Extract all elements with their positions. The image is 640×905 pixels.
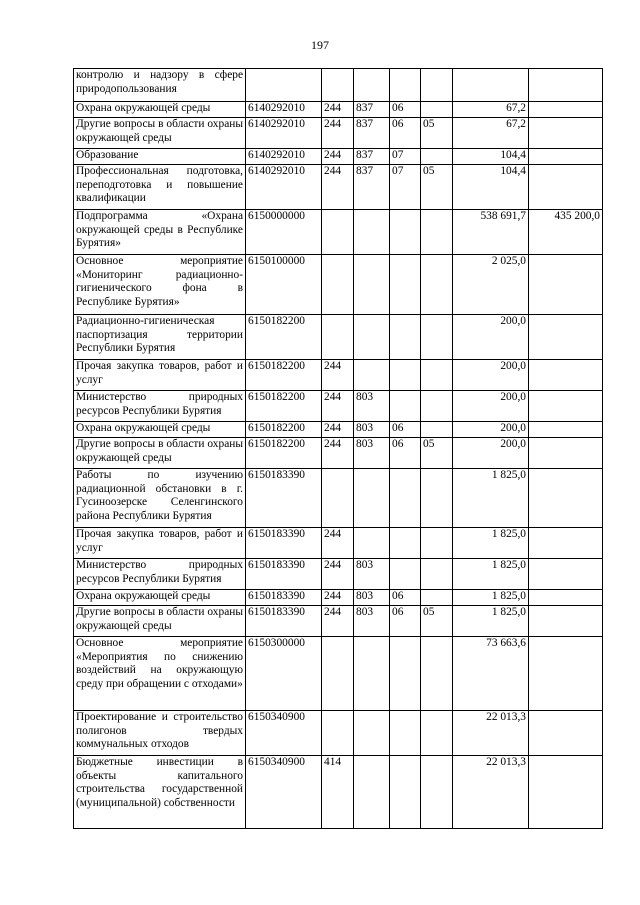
subsection-cell bbox=[421, 102, 453, 118]
expense-type-cell: 244 bbox=[322, 422, 354, 438]
page-number: 197 bbox=[311, 38, 329, 52]
expense-type-cell: 244 bbox=[322, 165, 354, 210]
amount-second-cell bbox=[529, 559, 603, 590]
subsection-cell bbox=[421, 210, 453, 255]
amount-second-cell bbox=[529, 422, 603, 438]
item-name-cell: Основное мероприятие «Мониторинг радиационно-гигиенического фона в Республике Бурятия» bbox=[74, 255, 246, 315]
amount-second-cell bbox=[529, 255, 603, 315]
administrator-code-cell bbox=[354, 360, 390, 391]
subsection-cell bbox=[421, 149, 453, 165]
expense-type-cell: 244 bbox=[322, 118, 354, 149]
section-cell bbox=[390, 711, 421, 756]
target-article-cell: 6150183390 bbox=[246, 469, 322, 528]
amount-second-cell: 435 200,0 bbox=[529, 210, 603, 255]
target-article-cell: 6150183390 bbox=[246, 528, 322, 559]
section-cell bbox=[390, 69, 421, 102]
table-row bbox=[74, 315, 603, 360]
table-row bbox=[74, 637, 603, 711]
amount-second-cell bbox=[529, 69, 603, 102]
administrator-code-cell bbox=[354, 637, 390, 711]
expense-type-cell: 244 bbox=[322, 528, 354, 559]
administrator-code-cell bbox=[354, 528, 390, 559]
amount-cell: 538 691,7 bbox=[453, 210, 529, 255]
administrator-code-cell: 803 bbox=[354, 606, 390, 637]
subsection-cell bbox=[421, 315, 453, 360]
table-row bbox=[74, 102, 603, 118]
target-article-cell: 6150300000 bbox=[246, 637, 322, 711]
expense-type-cell bbox=[322, 255, 354, 315]
table-row bbox=[74, 528, 603, 559]
expense-type-cell bbox=[322, 637, 354, 711]
target-article-cell: 6140292010 bbox=[246, 165, 322, 210]
target-article-cell: 6150000000 bbox=[246, 210, 322, 255]
amount-second-cell bbox=[529, 102, 603, 118]
expense-type-cell: 244 bbox=[322, 102, 354, 118]
section-cell: 06 bbox=[390, 590, 421, 606]
administrator-code-cell: 803 bbox=[354, 559, 390, 590]
amount-second-cell bbox=[529, 149, 603, 165]
administrator-code-cell bbox=[354, 69, 390, 102]
target-article-cell: 6150182200 bbox=[246, 438, 322, 469]
administrator-code-cell: 837 bbox=[354, 118, 390, 149]
target-article-cell: 6150182200 bbox=[246, 422, 322, 438]
table-row bbox=[74, 422, 603, 438]
amount-cell: 2 025,0 bbox=[453, 255, 529, 315]
section-cell: 06 bbox=[390, 606, 421, 637]
subsection-cell bbox=[421, 559, 453, 590]
subsection-cell bbox=[421, 391, 453, 422]
administrator-code-cell: 803 bbox=[354, 590, 390, 606]
table-row bbox=[74, 118, 603, 149]
section-cell bbox=[390, 637, 421, 711]
table-row bbox=[74, 149, 603, 165]
expense-type-cell: 244 bbox=[322, 391, 354, 422]
expense-type-cell bbox=[322, 711, 354, 756]
section-cell bbox=[390, 756, 421, 829]
target-article-cell bbox=[246, 69, 322, 102]
expense-type-cell: 244 bbox=[322, 606, 354, 637]
table-row bbox=[74, 391, 603, 422]
amount-cell: 1 825,0 bbox=[453, 606, 529, 637]
amount-cell: 73 663,6 bbox=[453, 637, 529, 711]
amount-cell bbox=[453, 69, 529, 102]
item-name-cell: Другие вопросы в области охраны окружающей среды bbox=[74, 118, 246, 149]
amount-cell: 200,0 bbox=[453, 315, 529, 360]
amount-cell: 200,0 bbox=[453, 360, 529, 391]
item-name-cell: Министерство природных ресурсов Республики Бурятия bbox=[74, 391, 246, 422]
amount-cell: 22 013,3 bbox=[453, 711, 529, 756]
item-name-cell: Другие вопросы в области охраны окружающей среды bbox=[74, 438, 246, 469]
amount-second-cell bbox=[529, 528, 603, 559]
amount-cell: 67,2 bbox=[453, 118, 529, 149]
table-row bbox=[74, 756, 603, 829]
amount-second-cell bbox=[529, 391, 603, 422]
section-cell bbox=[390, 315, 421, 360]
expense-type-cell: 244 bbox=[322, 360, 354, 391]
subsection-cell bbox=[421, 590, 453, 606]
administrator-code-cell bbox=[354, 210, 390, 255]
section-cell: 06 bbox=[390, 438, 421, 469]
expense-type-cell: 244 bbox=[322, 149, 354, 165]
amount-second-cell bbox=[529, 438, 603, 469]
amount-second-cell bbox=[529, 606, 603, 637]
item-name-cell: Работы по изучению радиационной обстановки в г. Гусиноозерске Селенгинского района Республики Бурятия bbox=[74, 469, 246, 528]
target-article-cell: 6150183390 bbox=[246, 590, 322, 606]
amount-second-cell bbox=[529, 711, 603, 756]
administrator-code-cell: 837 bbox=[354, 165, 390, 210]
amount-second-cell bbox=[529, 165, 603, 210]
section-cell bbox=[390, 360, 421, 391]
target-article-cell: 6140292010 bbox=[246, 149, 322, 165]
section-cell bbox=[390, 559, 421, 590]
expense-type-cell bbox=[322, 315, 354, 360]
section-cell: 06 bbox=[390, 102, 421, 118]
amount-cell: 22 013,3 bbox=[453, 756, 529, 829]
amount-cell: 1 825,0 bbox=[453, 469, 529, 528]
subsection-cell bbox=[421, 69, 453, 102]
target-article-cell: 6150182200 bbox=[246, 315, 322, 360]
table-row bbox=[74, 590, 603, 606]
table-row bbox=[74, 255, 603, 315]
target-article-cell: 6150182200 bbox=[246, 391, 322, 422]
amount-cell: 67,2 bbox=[453, 102, 529, 118]
item-name-cell: Прочая закупка товаров, работ и услуг bbox=[74, 528, 246, 559]
administrator-code-cell: 803 bbox=[354, 391, 390, 422]
table-row bbox=[74, 165, 603, 210]
amount-second-cell bbox=[529, 315, 603, 360]
amount-second-cell bbox=[529, 756, 603, 829]
section-cell: 07 bbox=[390, 165, 421, 210]
expense-type-cell bbox=[322, 69, 354, 102]
target-article-cell: 6150100000 bbox=[246, 255, 322, 315]
section-cell bbox=[390, 469, 421, 528]
expense-type-cell: 244 bbox=[322, 590, 354, 606]
section-cell: 06 bbox=[390, 422, 421, 438]
administrator-code-cell bbox=[354, 469, 390, 528]
amount-cell: 200,0 bbox=[453, 391, 529, 422]
amount-cell: 1 825,0 bbox=[453, 559, 529, 590]
administrator-code-cell bbox=[354, 315, 390, 360]
item-name-cell: Другие вопросы в области охраны окружающей среды bbox=[74, 606, 246, 637]
amount-second-cell bbox=[529, 590, 603, 606]
section-cell bbox=[390, 528, 421, 559]
target-article-cell: 6140292010 bbox=[246, 102, 322, 118]
amount-cell: 200,0 bbox=[453, 438, 529, 469]
table-row bbox=[74, 559, 603, 590]
section-cell bbox=[390, 210, 421, 255]
amount-second-cell bbox=[529, 360, 603, 391]
item-name-cell: Подпрограмма «Охрана окружающей среды в Республике Бурятия» bbox=[74, 210, 246, 255]
subsection-cell: 05 bbox=[421, 165, 453, 210]
item-name-cell: контролю и надзору в сфере природопользования bbox=[74, 69, 246, 102]
item-name-cell: Проектирование и строительство полигонов твердых коммунальных отходов bbox=[74, 711, 246, 756]
administrator-code-cell bbox=[354, 711, 390, 756]
expense-type-cell bbox=[322, 210, 354, 255]
table-row bbox=[74, 469, 603, 528]
item-name-cell: Прочая закупка товаров, работ и услуг bbox=[74, 360, 246, 391]
subsection-cell bbox=[421, 422, 453, 438]
expense-type-cell: 244 bbox=[322, 438, 354, 469]
item-name-cell: Профессиональная подготовка, переподготовка и повышение квалификации bbox=[74, 165, 246, 210]
item-name-cell: Бюджетные инвестиции в объекты капитального строительства государственной (муниципальной) собственности bbox=[74, 756, 246, 829]
item-name-cell: Охрана окружающей среды bbox=[74, 102, 246, 118]
subsection-cell: 05 bbox=[421, 438, 453, 469]
subsection-cell: 05 bbox=[421, 118, 453, 149]
amount-second-cell bbox=[529, 118, 603, 149]
amount-cell: 1 825,0 bbox=[453, 590, 529, 606]
section-cell bbox=[390, 255, 421, 315]
amount-second-cell bbox=[529, 469, 603, 528]
subsection-cell: 05 bbox=[421, 606, 453, 637]
table-row bbox=[74, 69, 603, 102]
subsection-cell bbox=[421, 637, 453, 711]
item-name-cell: Охрана окружающей среды bbox=[74, 590, 246, 606]
table-row bbox=[74, 438, 603, 469]
item-name-cell: Министерство природных ресурсов Республики Бурятия bbox=[74, 559, 246, 590]
administrator-code-cell: 803 bbox=[354, 422, 390, 438]
administrator-code-cell bbox=[354, 255, 390, 315]
item-name-cell: Радиационно-гигиеническая паспортизация территории Республики Бурятия bbox=[74, 315, 246, 360]
target-article-cell: 6150183390 bbox=[246, 559, 322, 590]
amount-cell: 104,4 bbox=[453, 165, 529, 210]
item-name-cell: Основное мероприятие «Мероприятия по снижению воздействий на окружающую среду при обращении с отходами» bbox=[74, 637, 246, 711]
target-article-cell: 6150340900 bbox=[246, 756, 322, 829]
amount-cell: 1 825,0 bbox=[453, 528, 529, 559]
administrator-code-cell: 803 bbox=[354, 438, 390, 469]
section-cell bbox=[390, 391, 421, 422]
table-row bbox=[74, 210, 603, 255]
amount-second-cell bbox=[529, 637, 603, 711]
expense-type-cell bbox=[322, 469, 354, 528]
subsection-cell bbox=[421, 756, 453, 829]
subsection-cell bbox=[421, 360, 453, 391]
target-article-cell: 6150183390 bbox=[246, 606, 322, 637]
item-name-cell: Охрана окружающей среды bbox=[74, 422, 246, 438]
subsection-cell bbox=[421, 255, 453, 315]
target-article-cell: 6140292010 bbox=[246, 118, 322, 149]
subsection-cell bbox=[421, 469, 453, 528]
section-cell: 06 bbox=[390, 118, 421, 149]
administrator-code-cell: 837 bbox=[354, 102, 390, 118]
expense-type-cell: 414 bbox=[322, 756, 354, 829]
table-row bbox=[74, 360, 603, 391]
administrator-code-cell bbox=[354, 756, 390, 829]
item-name-cell: Образование bbox=[74, 149, 246, 165]
amount-cell: 200,0 bbox=[453, 422, 529, 438]
expense-type-cell: 244 bbox=[322, 559, 354, 590]
table-row bbox=[74, 606, 603, 637]
subsection-cell bbox=[421, 711, 453, 756]
subsection-cell bbox=[421, 528, 453, 559]
administrator-code-cell: 837 bbox=[354, 149, 390, 165]
amount-cell: 104,4 bbox=[453, 149, 529, 165]
target-article-cell: 6150340900 bbox=[246, 711, 322, 756]
target-article-cell: 6150182200 bbox=[246, 360, 322, 391]
budget-table bbox=[73, 68, 603, 829]
section-cell: 07 bbox=[390, 149, 421, 165]
table-row bbox=[74, 711, 603, 756]
